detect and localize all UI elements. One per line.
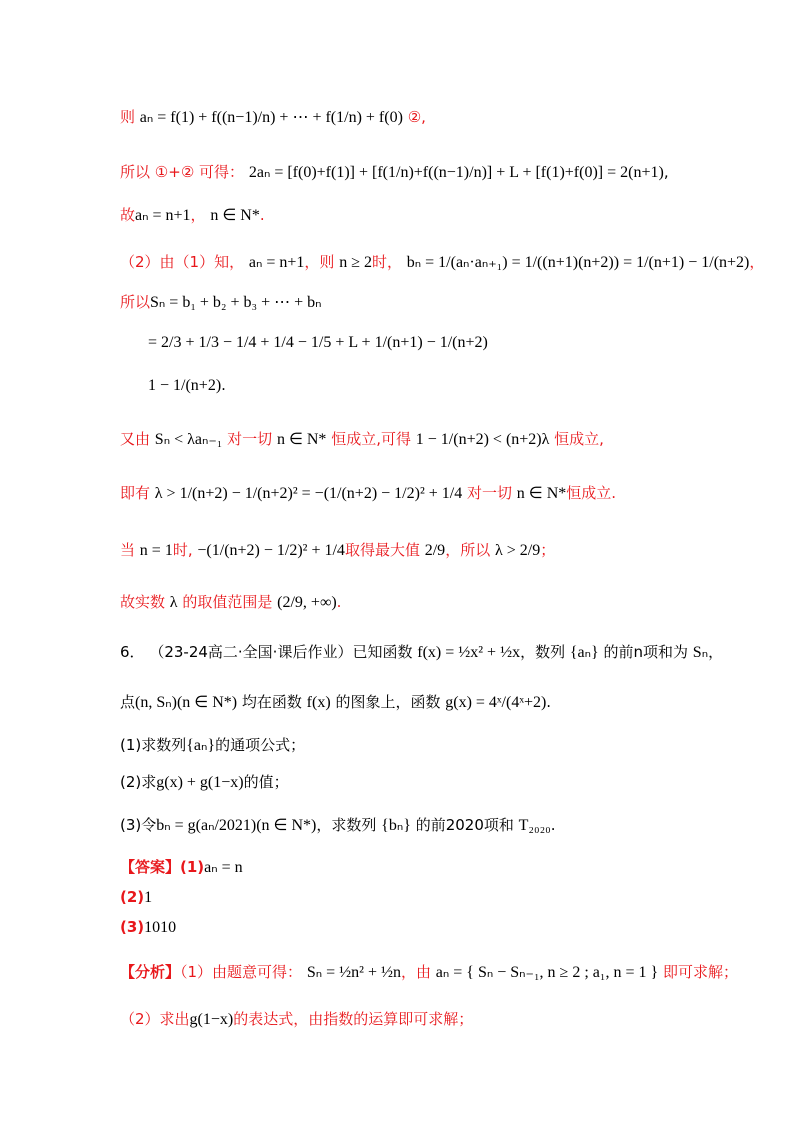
line-8 [120,432,604,448]
line-13 [120,695,551,711]
text: 所以 [120,163,151,181]
formula: Sₙ = b₁ + b₂ + b₃ + ⋯ + bₙ [150,294,322,311]
formula: −(1/(n+2) − 1/2)² + 1/4 [197,542,345,559]
line-18 [120,890,152,906]
formula: n ≥ 2 [339,254,372,271]
formula: 1 − 1/(n+2) [148,377,222,394]
formula: n ∈ N* [210,207,260,224]
text: ； [540,541,556,559]
line-2 [120,165,669,181]
text: (3) [120,918,145,936]
formula: f(x) = ½x² + ½x [417,644,521,661]
question-number: 6． [120,643,145,661]
formula: Sₙ = ½n² + ½n [306,964,401,981]
text: ， [708,643,724,661]
text: 对一切 [467,484,513,502]
analysis-label: 【分析】 [120,963,181,981]
formula: aₙ = n+1 [135,207,191,224]
formula: n ∈ N* [516,485,567,502]
line-5 [120,295,322,311]
formula: g(1−x) [189,1011,234,1028]
text: 恒成立. [566,484,617,502]
text: (3)令 [120,816,157,834]
formula: aₙ = n+1 [248,254,305,271]
text: 的前n项和为 [603,643,689,661]
text: 的通项公式； [215,736,306,754]
text: 可得： [199,163,245,181]
line-12 [120,645,723,661]
line-20 [120,965,738,981]
line-4 [120,255,764,271]
text: ，由 [400,963,431,981]
formula: T₂₀₂₀ [518,817,551,834]
text: 又由 [120,430,151,448]
text: （2）求出 [120,1010,190,1028]
text: 故实数 [120,593,166,611]
formula: bₙ = g(aₙ/2021)(n ∈ N*) [156,817,317,834]
text: (2) [120,888,145,906]
formula: g(x) + g(1−x) [156,774,244,791]
formula: λ > 1/(n+2) − 1/(n+2)² = −(1/(n+2) − 1/2)² + 1/4 [154,485,463,502]
text: , [663,163,669,181]
line-9 [120,486,616,502]
text: ， [749,253,765,271]
line-11 [120,595,341,611]
text: 对一切 [227,430,273,448]
circled-mark: ①+② [154,163,195,181]
text: 恒成立,可得 [331,430,411,448]
circled-mark: ② [407,108,422,126]
text: 的值； [243,773,289,791]
formula: Sₙ < λaₙ₋₁ [154,431,223,448]
line-16 [120,818,556,834]
formula: g(x) = 4ˣ/(4ˣ+2) [445,694,547,711]
formula: f(x) [306,694,331,711]
text: 的表达式，由指数的运算即可求解； [233,1010,474,1028]
text: 的前2020项和 [415,816,514,834]
text: 即有 [120,484,151,502]
line-17 [120,860,243,876]
text: (2)求 [120,773,157,791]
formula: 1 [144,889,153,906]
text: 即可求解； [662,963,738,981]
formula: n ∈ N* [276,431,327,448]
formula: n = 1 [139,542,173,559]
text: 均在函数 [241,693,302,711]
text: 的图象上，函数 [335,693,441,711]
formula: aₙ = f(1) + f((n−1)/n) + ⋯ + f(1/n) + f(0) [139,109,403,126]
formula: aₙ = n [204,859,243,876]
text: 故 [120,206,136,224]
formula: 1 − 1/(n+2) < (n+2)λ [415,431,550,448]
formula: aₙ = { Sₙ − Sₙ₋₁, n ≥ 2 ; a₁, n = 1 } [435,964,659,981]
text: （2）由（1）知， [120,253,245,271]
text: 所以 [120,293,151,311]
text: . [336,593,342,611]
text: . [221,376,226,394]
text: 取得最大值 [344,541,420,559]
text: ，则 [304,253,335,271]
line-10 [120,543,555,559]
text: 已知函数 [352,643,413,661]
formula: {bₙ} [381,817,411,834]
formula: λ [169,594,178,611]
text: ，数列 [520,643,566,661]
formula: bₙ = 1/(aₙ·aₙ₊₁) = 1/((n+1)(n+2)) = 1/(n+1) − 1/(n+2) [406,254,750,271]
text: 时, [172,541,193,559]
text: ，求数列 [316,816,377,834]
answer-label: 【答案】(1) [120,858,205,876]
formula: (n, Sₙ)(n ∈ N*) [135,694,238,711]
question-source: （23-24高二·全国·课后作业） [149,643,353,661]
text: (1)求数列 [120,736,187,754]
line-15 [120,775,289,791]
line-7 [148,378,226,394]
text: 当 [120,541,136,559]
text: （1）由题意可得： [180,963,303,981]
text: ，所以 [445,541,491,559]
formula: {aₙ} [186,737,216,754]
formula: 2/9 [424,542,446,559]
text: . [259,206,265,224]
text: ， [190,206,206,224]
line-14 [120,738,305,754]
text: . [550,816,556,834]
text: , [421,108,426,126]
formula: 1010 [144,919,177,936]
text: 则 [120,108,136,126]
text: 恒成立, [554,430,604,448]
text: 时， [371,253,402,271]
text: . [546,693,552,711]
formula: λ > 2/9 [494,542,541,559]
formula: (2/9, +∞) [277,594,337,611]
line-21 [120,1012,473,1028]
formula: {aₙ} [569,644,599,661]
line-1 [120,110,426,126]
formula: 2aₙ = [f(0)+f(1)] + [f(1/n)+f((n−1)/n)] + L + [f(1)+f(0)] = 2(n+1) [248,164,664,181]
formula: Sₙ [692,644,709,661]
line-6 [148,335,488,351]
formula: = 2/3 + 1/3 − 1/4 + 1/4 − 1/5 + L + 1/(n+1) − 1/(n+2) [148,334,488,351]
text: 的取值范围是 [182,593,273,611]
text: 点 [120,693,136,711]
line-19 [120,920,176,936]
line-3 [120,208,265,224]
